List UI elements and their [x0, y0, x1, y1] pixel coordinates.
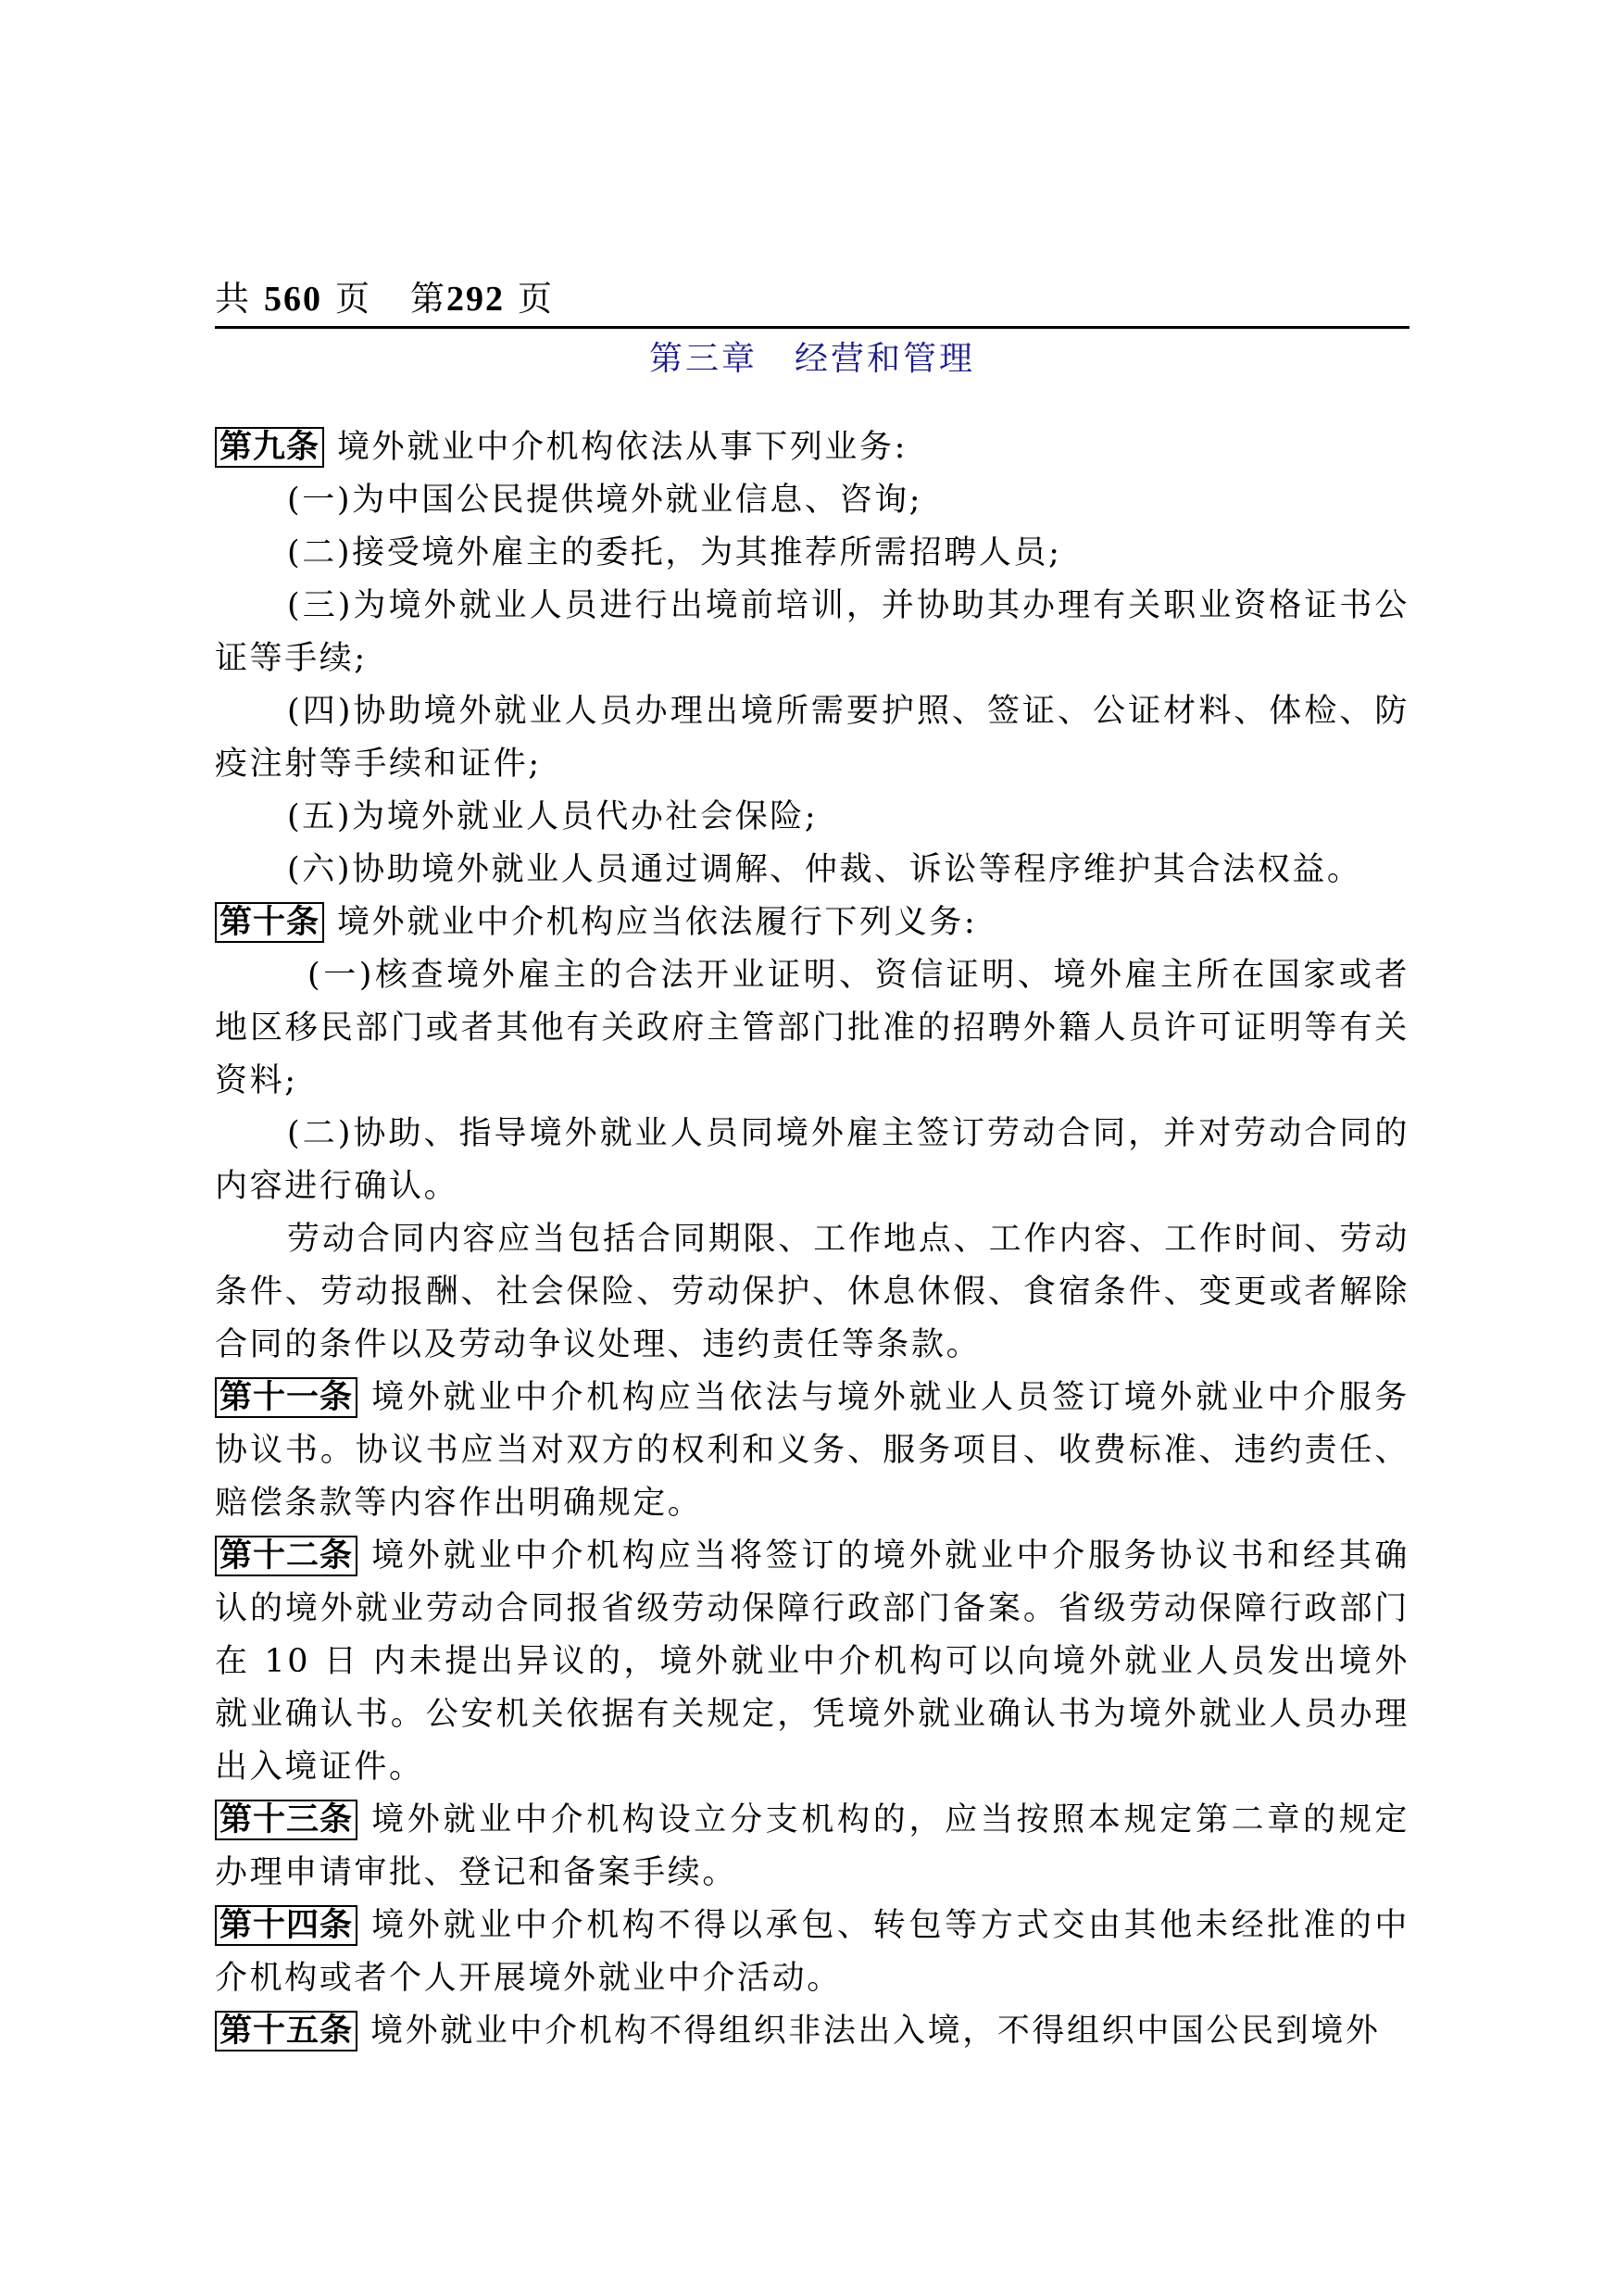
article-14 [215, 1900, 1409, 2005]
article-text: 境外就业中介机构应当将签订的境外就业中介服务协议书和经其确认的境外就业劳动合同报省级劳动保障行政部门备案。省级劳动保障行政部门在 10 日 内未提出异议的，境外就业中介机构可以向境外就业人员发出境外就业确认书。公安机关依据有关规定，凭境外就业确认书为境外就业人员办理出入境证件。 [215, 1537, 1409, 1786]
chapter-heading [215, 336, 1409, 383]
article-text: 境外就业中介机构依法从事下列业务: [337, 429, 908, 466]
article-11 [215, 1372, 1409, 1530]
article-9-item-4: (四)协助境外就业人员办理出境所需要护照、签证、公证材料、体检、防疫注射等手续和证件; [215, 693, 1409, 783]
chapter-title: 经营和管理 [795, 340, 976, 378]
article-text: 境外就业中介机构应当依法履行下列义务: [337, 904, 978, 941]
document-page [215, 278, 1409, 2058]
article-10 [215, 897, 1409, 949]
total-pages: 560 [264, 280, 322, 319]
current-label: 第 [410, 279, 446, 319]
article-label: 第十三条 [215, 1800, 357, 1840]
article-9-item-6: (六)协助境外就业人员通过调解、仲裁、诉讼等程序维护其合法权益。 [287, 851, 1362, 888]
article-label: 第十五条 [215, 2011, 357, 2051]
article-text: 境外就业中介机构不得以承包、转包等方式交由其他未经批准的中介机构或者个人开展境外就业中介活动。 [215, 1907, 1409, 1997]
article-label: 第十四条 [215, 1905, 357, 1946]
current-page: 292 [446, 280, 505, 319]
article-label: 第十二条 [215, 1536, 357, 1576]
article-label: 第十条 [215, 902, 324, 943]
page-unit: 页 [518, 279, 554, 319]
article-10-item-2: (二)协助、指导境外就业人员同境外雇主签订劳动合同，并对劳动合同的内容进行确认。 [215, 1115, 1409, 1205]
article-label: 第十一条 [215, 1377, 357, 1418]
article-10-paragraph: 劳动合同内容应当包括合同期限、工作地点、工作内容、工作时间、劳动条件、劳动报酬、社会保险、劳动保护、休息休假、食宿条件、变更或者解除合同的条件以及劳动争议处理、违约责任等条款。 [215, 1221, 1409, 1363]
article-9-item-5: (五)为境外就业人员代办社会保险; [287, 798, 819, 835]
article-9 [215, 421, 1409, 474]
article-15 [215, 2005, 1409, 2058]
article-12 [215, 1530, 1409, 1794]
page-unit: 页 [335, 279, 371, 319]
article-text: 境外就业中介机构不得组织非法出入境，不得组织中国公民到境外 [370, 2013, 1381, 2050]
page-header [215, 278, 1409, 329]
total-label: 共 [215, 279, 251, 319]
chapter-number: 第三章 [648, 340, 758, 378]
article-13 [215, 1794, 1409, 1900]
article-10-item-1: (一)核查境外雇主的合法开业证明、资信证明、境外雇主所在国家或者地区移民部门或者其他有关政府主管部门批准的招聘外籍人员许可证明等有关资料; [215, 957, 1409, 1099]
article-label: 第九条 [215, 427, 324, 468]
document-body [215, 421, 1409, 2058]
article-text: 境外就业中介机构应当依法与境外就业人员签订境外就业中介服务协议书。协议书应当对双方的权利和义务、服务项目、收费标准、违约责任、赔偿条款等内容作出明确规定。 [215, 1379, 1409, 1522]
article-text: 境外就业中介机构设立分支机构的，应当按照本规定第二章的规定办理申请审批、登记和备案手续。 [215, 1801, 1409, 1891]
article-9-item-3: (三)为境外就业人员进行出境前培训，并协助其办理有关职业资格证书公证等手续; [215, 587, 1409, 677]
article-9-item-2: (二)接受境外雇主的委托，为其推荐所需招聘人员; [287, 534, 1062, 571]
article-9-item-1: (一)为中国公民提供境外就业信息、咨询; [287, 482, 923, 519]
